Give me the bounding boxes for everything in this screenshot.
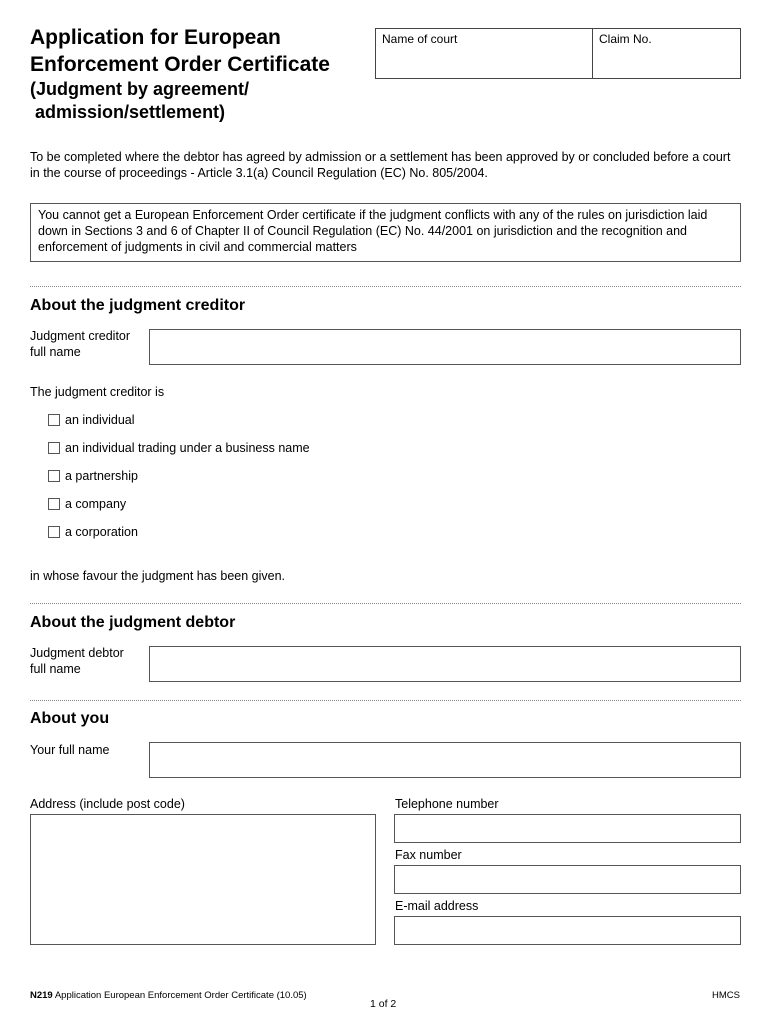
- telephone-label: Telephone number: [395, 797, 499, 811]
- form-title-line2: Enforcement Order Certificate: [30, 53, 330, 76]
- checkbox[interactable]: [48, 498, 60, 510]
- checkbox[interactable]: [48, 414, 60, 426]
- notice-box: You cannot get a European Enforcement Order certificate if the judgment conflicts with any of the rules on jurisdiction laid down in Sections 3 and 6 of Chapter II of Council Regulation (EC) No. 44/2001 on jurisdiction and the recognition and enforcement of judgments in civil and commercial matters: [30, 203, 741, 262]
- section-divider: [30, 700, 741, 701]
- email-label: E-mail address: [395, 899, 479, 913]
- option-label: a company: [65, 497, 127, 511]
- option-corporation[interactable]: [48, 524, 138, 540]
- form-subtitle-line1: (Judgment by agreement/: [30, 79, 250, 99]
- option-individual[interactable]: [48, 412, 135, 428]
- your-name-label: Your full name: [30, 743, 110, 757]
- creditor-heading: About the judgment creditor: [30, 297, 246, 314]
- debtor-name-label-line1: Judgment debtor: [30, 646, 124, 660]
- address-label: Address (include post code): [30, 797, 185, 811]
- footer-form-code: N219: [30, 990, 53, 1001]
- fax-field[interactable]: [394, 865, 741, 894]
- about-you-heading: About you: [30, 710, 110, 727]
- debtor-name-label: [30, 645, 124, 677]
- your-name-field[interactable]: [149, 742, 741, 778]
- debtor-name-field[interactable]: [149, 646, 741, 682]
- intro-text: To be completed where the debtor has agreed by admission or a settlement has been approved by or concluded before a court in the course of proceedings - Article 3.1(a) Council Regulation (EC) No. 805/2004.: [30, 150, 731, 180]
- option-company[interactable]: [48, 496, 126, 512]
- checkbox[interactable]: [48, 442, 60, 454]
- debtor-heading: About the judgment debtor: [30, 614, 236, 631]
- court-name-label: Name of court: [382, 32, 458, 46]
- court-claim-box: [375, 28, 741, 79]
- form-subtitle: [30, 78, 249, 124]
- creditor-name-label: [30, 328, 130, 360]
- page-number: 1 of 2: [370, 998, 397, 1010]
- section-divider: [30, 603, 741, 604]
- creditor-type-label: The judgment creditor is: [30, 385, 165, 399]
- option-label: an individual trading under a business name: [65, 441, 310, 455]
- option-label: an individual: [65, 413, 135, 427]
- checkbox[interactable]: [48, 470, 60, 482]
- debtor-name-label-line2: full name: [30, 662, 81, 676]
- telephone-field[interactable]: [394, 814, 741, 843]
- footer-org: HMCS: [712, 990, 740, 1001]
- creditor-name-field[interactable]: [149, 329, 741, 365]
- email-field[interactable]: [394, 916, 741, 945]
- form-title: [30, 24, 330, 78]
- favour-text: in whose favour the judgment has been given.: [30, 569, 286, 583]
- form-subtitle-line2: admission/settlement): [30, 102, 226, 122]
- section-divider: [30, 286, 741, 287]
- creditor-name-label-line2: full name: [30, 345, 81, 359]
- footer-form-title: [30, 990, 307, 1001]
- claim-number-field[interactable]: [593, 29, 740, 78]
- option-label: a partnership: [65, 469, 138, 483]
- creditor-name-label-line1: Judgment creditor: [30, 329, 131, 343]
- option-partnership[interactable]: [48, 468, 138, 484]
- fax-label: Fax number: [395, 848, 462, 862]
- checkbox[interactable]: [48, 526, 60, 538]
- option-label: a corporation: [65, 525, 138, 539]
- claim-number-label: Claim No.: [599, 32, 652, 46]
- court-name-field[interactable]: [376, 29, 593, 78]
- option-individual-trading[interactable]: [48, 440, 310, 456]
- form-title-line1: Application for European: [30, 26, 281, 49]
- footer-form-name: Application European Enforcement Order Certificate (10.05): [52, 990, 307, 1001]
- address-field[interactable]: [30, 814, 376, 945]
